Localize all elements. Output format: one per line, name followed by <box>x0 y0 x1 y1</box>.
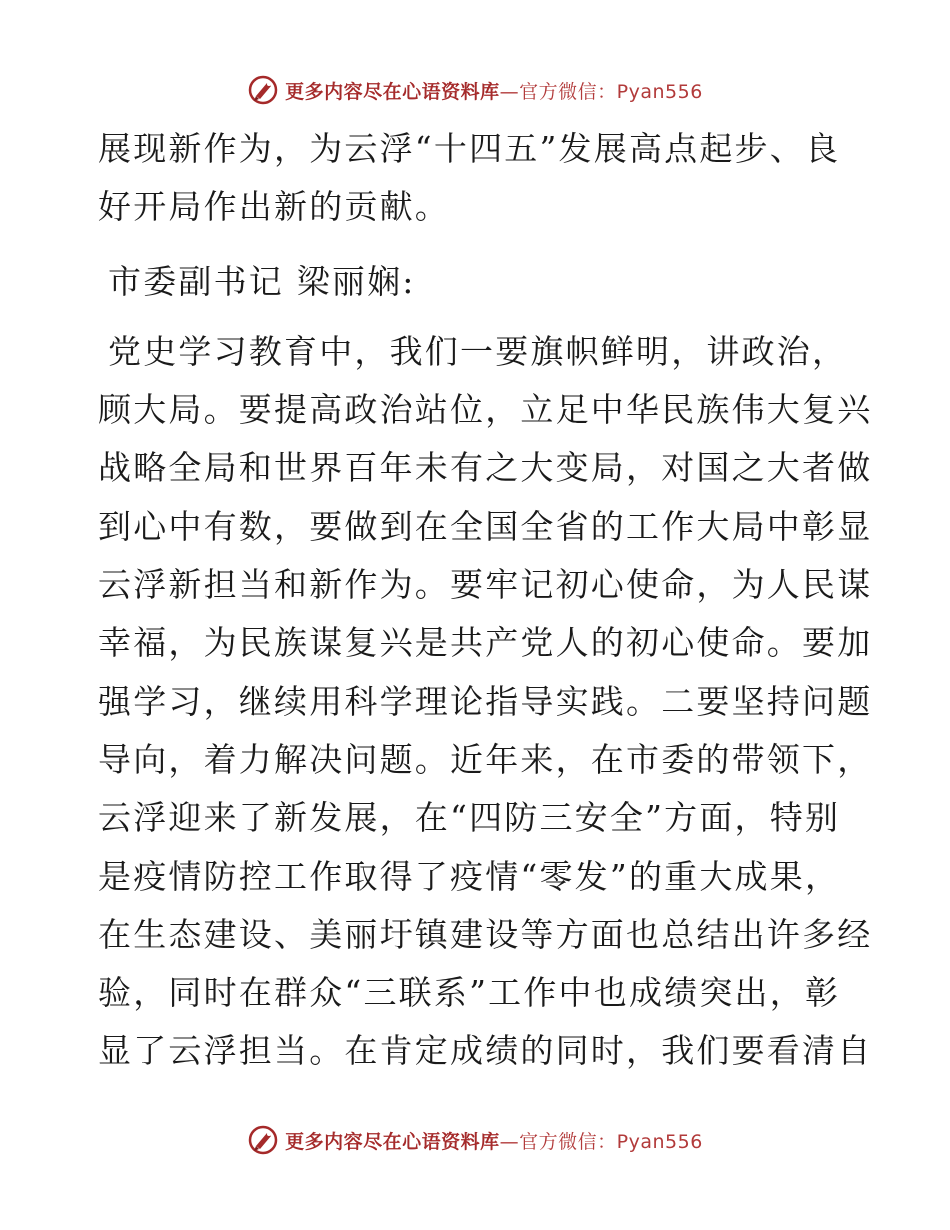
body-line-13: 显了云浮担当。在肯定成绩的同时，我们要看清自 <box>98 1031 873 1071</box>
pen-logo-icon <box>247 74 279 106</box>
pen-logo-icon <box>247 1124 279 1156</box>
body-line-11: 在生态建设、美丽圩镇建设等方面也总结出许多经 <box>98 914 873 954</box>
body-line-5: 云浮新担当和新作为。要牢记初心使命，为人民谋 <box>98 565 873 605</box>
header-watermark-prefix: 更多内容尽在心语资料库 <box>285 80 500 103</box>
header-watermark-text <box>285 77 703 104</box>
footer-watermark-text <box>285 1127 703 1154</box>
header-watermark-suffix: —官方微信：Pyan556 <box>499 80 703 103</box>
footer-watermark-banner <box>0 1120 950 1160</box>
footer-watermark-prefix: 更多内容尽在心语资料库 <box>285 1130 500 1153</box>
speaker-heading: 市委副书记 梁丽娴: <box>108 261 416 301</box>
body-line-6: 幸福，为民族谋复兴是共产党人的初心使命。要加 <box>98 623 873 663</box>
body-line-3: 战略全局和世界百年未有之大变局，对国之大者做 <box>98 448 873 488</box>
body-line-9: 云浮迎来了新发展，在“四防三安全”方面，特别 <box>98 798 841 838</box>
body-line-1: 党史学习教育中，我们一要旗帜鲜明，讲政治， <box>108 331 848 371</box>
body-line-10: 是疫情防控工作取得了疫情“零发”的重大成果， <box>98 856 841 896</box>
body-line-8: 导向，着力解决问题。近年来，在市委的带领下， <box>98 739 873 779</box>
footer-watermark-suffix: —官方微信：Pyan556 <box>499 1130 703 1153</box>
body-line-2: 顾大局。要提高政治站位，立足中华民族伟大复兴 <box>98 390 873 430</box>
document-body <box>98 120 873 1081</box>
body-line-7: 强学习，继续用科学理论指导实践。二要坚持问题 <box>98 681 873 721</box>
header-watermark-banner <box>0 70 950 110</box>
intro-line-2: 好开局作出新的贡献。 <box>98 187 450 227</box>
body-line-4: 到心中有数，要做到在全国全省的工作大局中彰显 <box>98 506 873 546</box>
body-line-12: 验，同时在群众“三联系”工作中也成绩突出，彰 <box>98 973 841 1013</box>
intro-line-1: 展现新作为，为云浮“十四五”发展高点起步、良 <box>98 129 841 168</box>
